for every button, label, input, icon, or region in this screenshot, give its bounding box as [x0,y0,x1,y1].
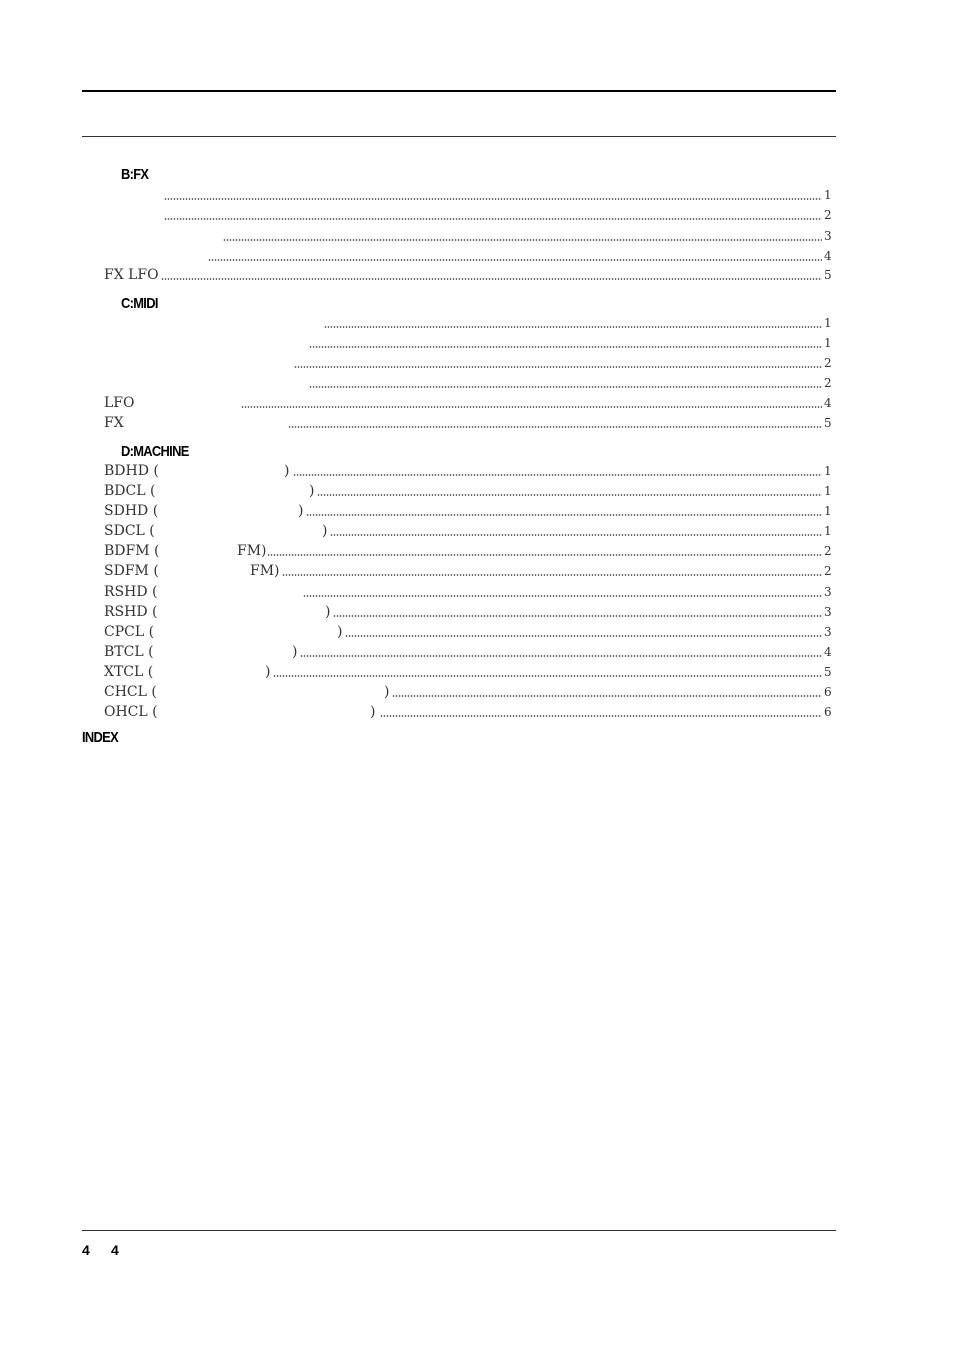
toc-entry-close: FM) [237,543,267,559]
toc-entry[interactable] [104,482,838,500]
toc-entry-page: 3 [824,585,832,599]
toc-entry-label: BDFM ( [104,543,160,559]
toc-entry[interactable] [104,683,838,701]
leader-dots [267,554,822,556]
leader-dots [300,655,822,657]
leader-dots [333,615,822,617]
toc-entry[interactable] [104,414,838,432]
leader-dots [282,574,822,576]
toc-entry-page: 6 [824,705,832,719]
toc-entry-page: 1 [824,484,832,498]
toc-entry-page: 2 [824,356,832,370]
leader-dots [380,715,822,717]
leader-dots [345,635,822,637]
leader-dots [273,675,822,677]
toc-entry[interactable] [104,314,838,332]
toc-entry[interactable] [104,643,838,661]
toc-entry-page: 3 [824,625,832,639]
footer-page-number: 4 [82,1242,90,1258]
toc-entry-label: RSHD ( [104,584,158,600]
leader-dots [303,595,822,597]
leader-dots [208,259,822,261]
toc-entry-close: ) [265,664,271,680]
toc-entry-label: SDCL ( [104,523,155,539]
toc-entry-label: CPCL ( [104,624,155,640]
toc-entry-page: 1 [824,524,832,538]
toc-entry[interactable] [104,394,838,412]
toc-entry-page: 4 [824,645,832,659]
toc-entry-label: SDHD ( [104,503,159,519]
leader-dots [293,474,822,476]
toc-entry-page: 3 [824,605,832,619]
leader-dots [288,426,822,428]
toc-entry-close: ) [370,704,376,720]
toc-entry-page: 2 [824,376,832,390]
toc-entry-label: RSHD ( [104,604,158,620]
toc-entry-label: CHCL ( [104,684,157,700]
leader-dots [164,198,822,200]
toc-entry-page: 5 [824,665,832,679]
toc-entry-page: 1 [824,336,832,350]
footer-page-number: 4 [111,1242,119,1258]
leader-dots [241,406,822,408]
toc-entry-close: ) [284,463,290,479]
toc-entry-label: BTCL ( [104,644,154,660]
toc-entry-label: OHCL ( [104,704,158,720]
section-heading-fx: B:FX [121,166,149,183]
toc-entry[interactable] [104,354,838,372]
toc-entry-page: 2 [824,564,832,578]
toc-entry-label: BDCL ( [104,483,156,499]
leader-dots [306,514,822,516]
toc-entry-page: 2 [824,208,832,222]
toc-entry-label: XTCL ( [104,664,154,680]
toc-entry-page: 4 [824,396,832,410]
leader-dots [161,278,822,280]
toc-entry-page: 1 [824,316,832,330]
toc-entry-close: ) [298,503,304,519]
toc-entry-label: SDFM ( [104,563,159,579]
toc-entry[interactable] [104,502,838,520]
toc-entry[interactable] [104,542,838,560]
toc-entry-page: 1 [824,504,832,518]
toc-entry-page: 1 [824,188,832,202]
leader-dots [223,239,822,241]
toc-entry-close: ) [325,604,331,620]
toc-entry[interactable] [104,334,838,352]
header-rule [82,136,836,137]
leader-dots [164,218,822,220]
toc-entry[interactable] [104,623,838,641]
toc-entry-page: 2 [824,544,832,558]
toc-entry[interactable] [104,227,838,245]
toc-entry[interactable] [104,522,838,540]
toc-entry-close: ) [309,483,315,499]
index-heading[interactable]: INDEX [82,729,118,746]
leader-dots [294,366,822,368]
toc-entry-page: 1 [824,464,832,478]
toc-entry[interactable] [104,703,838,721]
toc-entry-page: 5 [824,268,832,282]
toc-entry-page: 6 [824,685,832,699]
top-rule [82,90,836,92]
toc-entry-page: 4 [824,249,832,263]
toc-entry-close: ) [292,644,298,660]
toc-entry-close: ) [322,523,328,539]
toc-entry[interactable] [104,663,838,681]
toc-entry[interactable] [104,462,838,480]
leader-dots [324,326,822,328]
toc-entry[interactable] [104,266,838,284]
toc-entry[interactable] [104,583,838,601]
toc-entry-label: BDHD ( [104,463,159,479]
section-heading-midi: C:MIDI [121,295,158,312]
leader-dots [317,494,822,496]
toc-entry[interactable] [104,247,838,265]
toc-entry-label: FX LFO [104,267,159,283]
leader-dots [330,534,822,536]
toc-entry[interactable] [104,603,838,621]
toc-entry-page: 3 [824,229,832,243]
toc-entry-close: ) [384,684,390,700]
toc-entry-label: FX [104,415,124,431]
toc-entry[interactable] [104,186,838,204]
toc-entry-page: 5 [824,416,832,430]
footer-rule [82,1230,836,1231]
leader-dots [309,386,822,388]
toc-entry-close: FM) [250,563,280,579]
toc-entry-close: ) [337,624,343,640]
section-heading-machine: D:MACHINE [121,443,189,460]
toc-entry[interactable] [104,562,838,580]
toc-entry[interactable] [104,374,838,392]
toc-entry[interactable] [104,206,838,224]
toc-entry-label: LFO [104,395,135,411]
leader-dots [392,695,822,697]
leader-dots [309,346,822,348]
